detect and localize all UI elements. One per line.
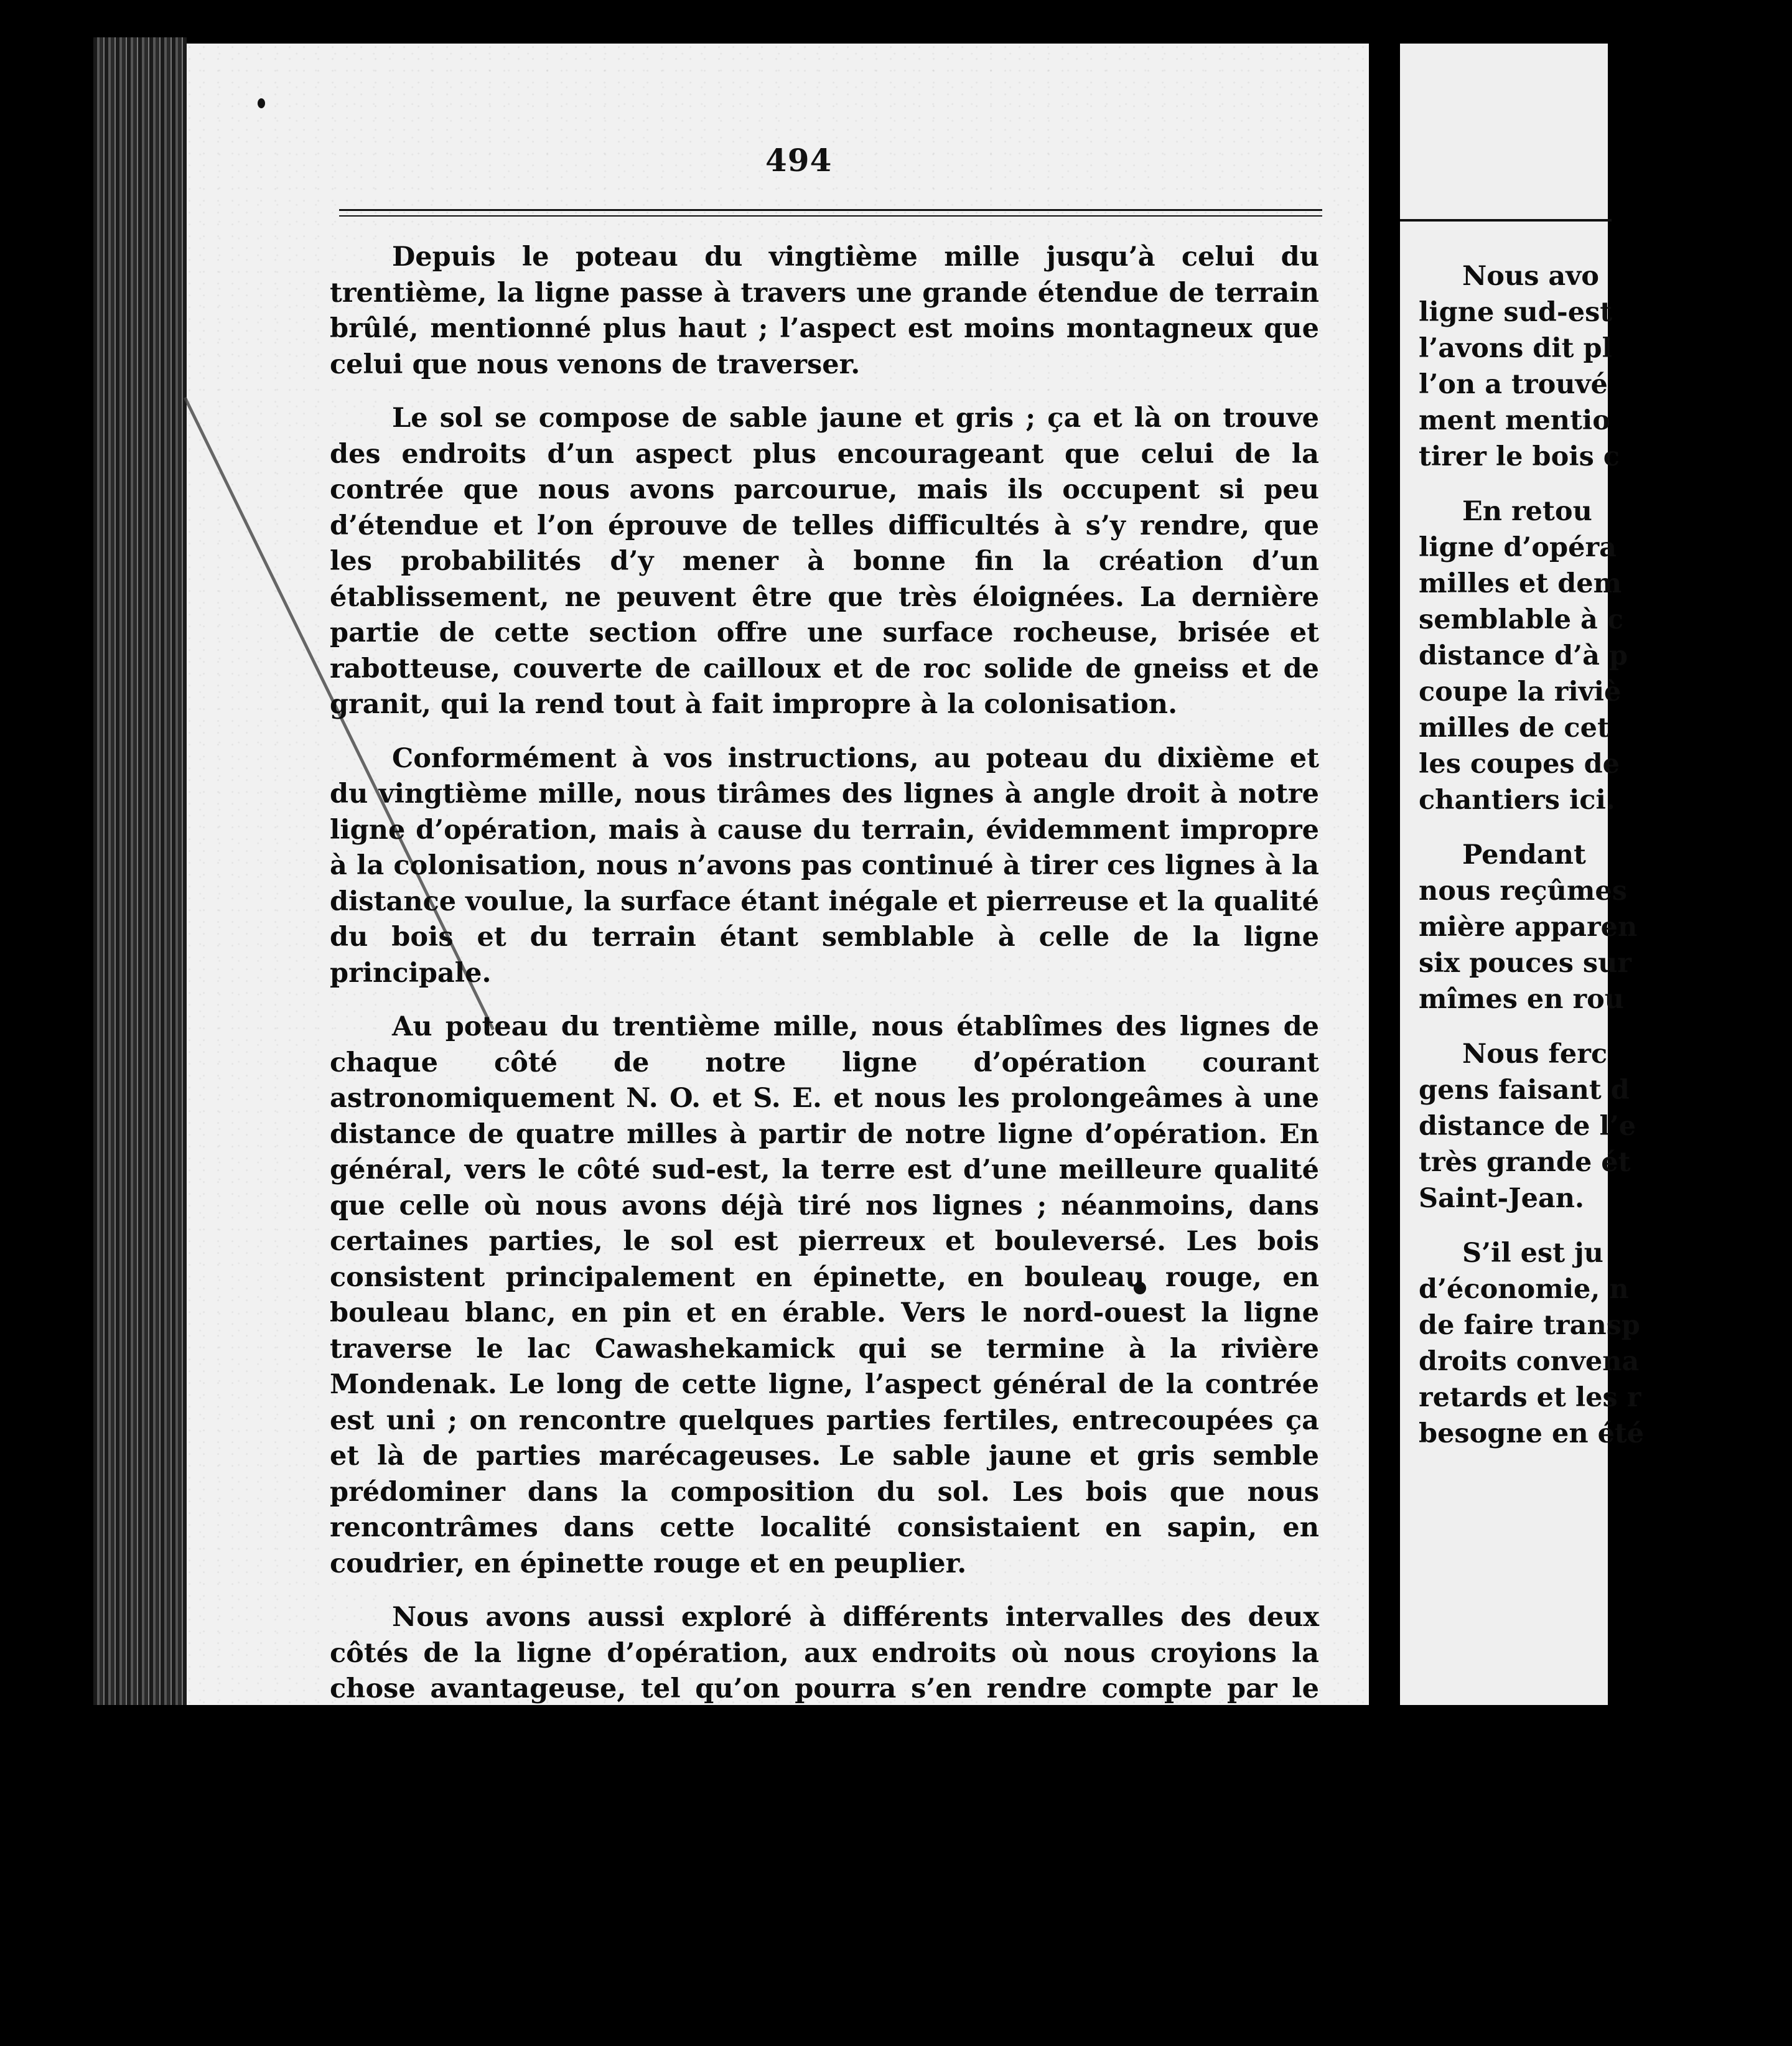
- right-line: six pouces sur: [1419, 948, 1632, 979]
- right-line: distance d’à p: [1419, 640, 1628, 671]
- right-line: S’il est ju: [1462, 1238, 1603, 1269]
- right-line: En retou: [1462, 496, 1592, 527]
- right-line: gens faisant d: [1419, 1075, 1630, 1106]
- right-line: Nous avo: [1462, 261, 1599, 292]
- right-line: retards et les r: [1419, 1382, 1641, 1413]
- right-line: mîmes en rou: [1419, 984, 1625, 1015]
- right-paragraph: [1419, 493, 1792, 818]
- right-paragraph: [1419, 258, 1792, 475]
- right-line: Saint-Jean.: [1419, 1183, 1585, 1214]
- right-line: semblable à c: [1419, 604, 1624, 635]
- right-line: l’on a trouvé: [1419, 369, 1608, 400]
- right-line: ligne sud-est: [1419, 297, 1613, 328]
- right-line: ligne d’opéra: [1419, 532, 1617, 563]
- paragraph: Le sol se compose de sable jaune et gris ; ça et là on trouve des endroits d’un aspect plus encourageant que celui de la contrée que nous avons parcourue, mais ils occupent si peu d’étendue et l’on éprouve de telles difficultés à s’y rendre, que les probabilités d’y mener à bonne fin la création d’un établissement, ne peuvent être que très éloignées. La dernière partie de cette section offre une surface rocheuse, brisée et rabotteuse, couverte de cailloux et de roc solide de gneiss et de granit, qui la rend tout à fait impropre à la colonisation.: [330, 403, 1319, 720]
- ink-speck: [258, 98, 265, 108]
- right-line: les coupes de: [1419, 749, 1620, 780]
- right-line: milles de cet: [1419, 712, 1610, 744]
- right-line: distance de l’e: [1419, 1111, 1636, 1142]
- right-page-rule: [1400, 219, 1612, 222]
- body-text: [330, 240, 1319, 1833]
- right-line: besogne en été: [1419, 1418, 1645, 1449]
- right-line: de faire transp: [1419, 1310, 1640, 1341]
- right-page-text: [1419, 258, 1792, 1470]
- right-line: milles et dem: [1419, 568, 1622, 599]
- header-rule-bottom: [339, 215, 1322, 217]
- right-paragraph: [1419, 1235, 1792, 1452]
- paragraph: Au poteau du trentième mille, nous établîmes des lignes de chaque côté de notre ligne d’opération courant astronomiquement N. O. et S. E. et nous les prolongeâmes à une distance de quatre milles à partir de notre ligne d’opération. En général, vers le côté sud-est, la terre est d’une meilleure qualité que celle où nous avons déjà tiré nos lignes ; néanmoins, dans certaines parties, le sol est pierreux et bouleversé. Les bois consistent principalement en épinette, en bouleau rouge, en bouleau blanc, en pin et en érable. Vers le nord-ouest la ligne traverse le lac Cawashekamick qui se termine à la rivière Mondenak. Le long de cette ligne, l’aspect général de la contrée est uni ; on rencontre quelques parties fertiles, entrecoupées ça et là de parties marécageuses. Le sable jaune et gris semble prédominer dans la composition du sol. Les bois que nous rencontrâmes dans cette localité consistaient en sapin, en coudrier, en épinette rouge et en peuplier.: [330, 1011, 1319, 1579]
- paragraph: Conformément à vos instructions, au poteau du dixième et du vingtième mille, nous tirâmes des lignes à angle droit à notre ligne d’opération, mais à cause du terrain, évidemment impropre à la colonisation, nous n’avons pas continué à tirer ces lignes à la distance voulue, la surface étant inégale et pierreuse et la qualité du bois et du terrain étant semblable à celle de la ligne principale.: [330, 742, 1319, 989]
- right-page-fragment: [1400, 44, 1645, 1711]
- header-rule-top: [339, 209, 1322, 211]
- right-line: chantiers ici.: [1419, 785, 1615, 816]
- right-line: d’économie, n: [1419, 1274, 1629, 1305]
- scanner-background: [187, 1705, 1608, 2046]
- right-line: très grande ét: [1419, 1147, 1631, 1178]
- book-spine: [93, 37, 187, 1705]
- right-line: ment mentio: [1419, 405, 1610, 436]
- right-line: coupe la riviè: [1419, 676, 1622, 708]
- page-number: 494: [765, 142, 833, 179]
- right-line: l’avons dit pl: [1419, 333, 1612, 364]
- paragraph: Depuis le poteau du vingtième mille jusqu’à celui du trentième, la ligne passe à travers une grande étendue de terrain brûlé, mentionné plus haut ; l’aspect est moins montagneux que celui que nous venons de traverser.: [330, 241, 1319, 380]
- right-line: Nous ferc: [1462, 1039, 1608, 1070]
- right-paragraph: [1419, 837, 1792, 1017]
- right-line: Pendant: [1462, 839, 1586, 871]
- right-line: droits convena: [1419, 1346, 1640, 1377]
- right-line: mière apparen: [1419, 912, 1638, 943]
- right-line: tirer le bois c: [1419, 441, 1620, 472]
- right-line: nous reçûmes: [1419, 876, 1627, 907]
- right-paragraph: [1419, 1036, 1792, 1217]
- paragraph: Nous avons aussi exploré à différents intervalles des deux côtés de la ligne d’opération, aux endroits où nous croyions la chose avantageuse, tel qu’on pourra s’en rendre compte par le: [330, 1602, 1319, 1704]
